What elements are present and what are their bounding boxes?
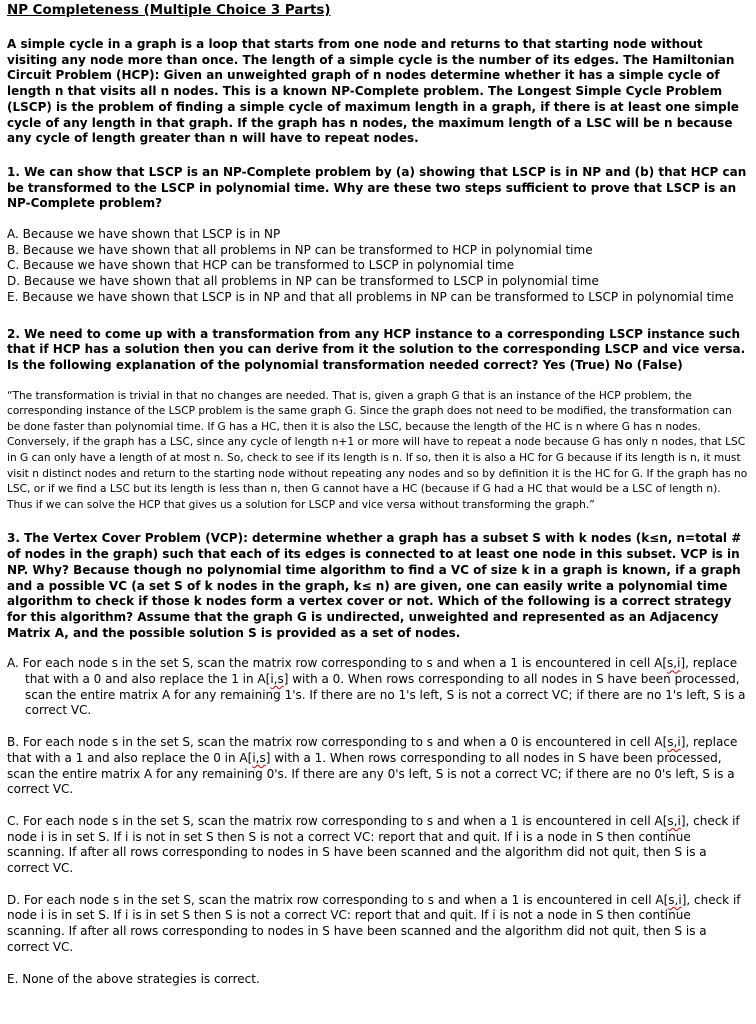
question-1-option-b[interactable]: B. Because we have shown that all problems in NP can be transformed to HCP in polynomial time bbox=[7, 242, 593, 257]
option-c-text-2: ], check if node i is in set S. If i is not in set S then S is not a correct VC: report that and quit. If i is a node in S then continue scanning. If after all rows corresponding to nodes in S have been scanned and the algorithm did not quit, then S is a correct VC. bbox=[7, 813, 740, 876]
option-b-text-1: B. For each node s in the set S, scan the matrix row corresponding to s and when a 0 is encountered in cell A[ bbox=[7, 735, 668, 750]
question-1-prompt: Why are these two steps sufficient to prove that LSCP is an NP-Complete problem? bbox=[7, 180, 737, 211]
option-d-text-2: ], check if node i is in set S. If i is in set S then S is not a correct VC: report that and quit. If i is not a node in S then continue scanning. If after all rows corresponding to nodes in S have been scanned and the algorithm did not quit, then S is a correct VC. bbox=[7, 892, 741, 954]
question-1-option-a[interactable]: A. Because we have shown that LSCP is in NP bbox=[7, 227, 281, 242]
question-3-option-a[interactable] bbox=[7, 656, 748, 719]
option-a-text-1: A. For each node s in the set S, scan the matrix row corresponding to s and when a 1 is encountered in cell A[ bbox=[7, 656, 668, 671]
option-b-cell-is: i,s bbox=[252, 750, 266, 765]
question-1-number: 1. bbox=[7, 164, 20, 179]
option-d-text-1: D. For each node s in the set S, scan the matrix row corresponding to s and when a 1 is encountered in cell A[ bbox=[7, 892, 669, 907]
question-3-prompt: Which of the following is a correct strategy for this algorithm? Assume that the graph G is undirected, unweighted and represented as an Adjacency Matrix A, and the possible solution S is provided as a set of nodes. bbox=[7, 594, 732, 640]
question-1-option-e[interactable]: E. Because we have shown that LSCP is in NP and that all problems in NP can be transformed to LSCP in polynomial time bbox=[7, 289, 734, 304]
question-1-option-c[interactable]: C. Because we have shown that HCP can be transformed to LSCP in polynomial time bbox=[7, 258, 515, 273]
option-a-cell-is: i,s bbox=[270, 672, 284, 687]
intro-paragraph: A simple cycle in a graph is a loop that starts from one node and returns to that starting node without visiting any node more than once. The length of a simple cycle is the number of its edges. The Hamiltonian Circuit Problem (HCP): Given an unweighted graph of n nodes determine whether it has a simple cycle of length n that visits all n nodes. This is a known NP-Complete problem. The Longest Simple Cycle Problem (LSCP) is the problem of finding a simple cycle of maximum length in a graph, if there is at least one simple cycle of any length in that graph. If the graph has n nodes, the maximum length of a LSC will be n because any cycle of length greater than n will have to repeat nodes. bbox=[7, 37, 739, 146]
question-1-text: We can show that LSCP is an NP-Complete problem by (a) showing that LSCP is in NP and (b) that HCP can be transformed to the LSCP in polynomial time. bbox=[7, 164, 747, 195]
question-1-options bbox=[7, 227, 748, 306]
option-b-text-3: ] with a 1. When rows corresponding to all nodes in S have been processed, scan the entire matrix A for any remaining 0's. If there are any 0's left, S is not a correct VC; if there are no 0's left, S is a correct VC. bbox=[7, 750, 735, 797]
question-3 bbox=[7, 531, 748, 641]
option-b-text-2: ], replace that with a 1 and also replace the 0 in A[ bbox=[7, 735, 738, 765]
option-b-cell-si: s,i bbox=[667, 735, 681, 750]
question-1 bbox=[7, 165, 748, 212]
question-2-quoted-explanation: “The transformation is trivial in that no changes are needed. That is, given a graph G that is an instance of the HCP problem, the corresponding instance of the LSCP problem is the same graph G. Since the graph does not need to be modified, the transformation can be done faster than polynomial time. If G has a HC, then it is also the LSC, because the length of the HC is n where G has n nodes. Conversely, if the graph has a LSC, since any cycle of length n+1 or more will have to repeat a node because G has only n nodes, that LSC in G can only have a length of at most n. So, check to see if its length is n. If so, then it is also a HC for G because if its length is n, it must visit n distinct nodes and return to the starting node without repeating any nodes and so by definition it is the HC for G. If the graph has no LSC, or if we find a LSC but its length is less than n, then G cannot have a HC (because if G had a HC that would be a LSC of length n). Thus if we can solve the HCP that gives us a solution for LSCP and vice versa without transforming the graph.” bbox=[7, 389, 748, 511]
question-1-option-d[interactable]: D. Because we have shown that all problems in NP can be transformed to LSCP in polynomial time bbox=[7, 274, 599, 289]
question-2 bbox=[7, 327, 748, 374]
option-d-cell-si: s,i bbox=[668, 892, 682, 907]
question-2-prompt: Is the following explanation of the polynomial transformation needed correct? Yes (True) No (False) bbox=[7, 357, 683, 372]
option-c-text-1: C. For each node s in the set S, scan the matrix row corresponding to s and when a 1 is encountered in cell A[ bbox=[7, 813, 668, 828]
question-3-option-b[interactable] bbox=[7, 735, 748, 798]
option-a-text-3: ] with a 0. When rows corresponding to all nodes in S have been processed, scan the entire matrix A for any remaining 1's. If there are no 1's left, S is not a correct VC; if there are no 1's left, S is a correct VC. bbox=[25, 672, 746, 718]
option-a-cell-si: s,i bbox=[667, 656, 681, 671]
question-3-number: 3. bbox=[7, 531, 20, 546]
question-3-option-e[interactable]: E. None of the above strategies is correct. bbox=[7, 971, 260, 986]
option-c-cell-si: s,i bbox=[667, 813, 681, 828]
page-title: NP Completeness (Multiple Choice 3 Parts) bbox=[7, 3, 331, 18]
question-2-number: 2. bbox=[7, 326, 20, 341]
question-3-option-d[interactable] bbox=[7, 893, 748, 956]
question-2-text: We need to come up with a transformation from any HCP instance to a corresponding LSCP instance such that if HCP has a solution then you can derive from it the solution to the corresponding LSCP and vice versa. bbox=[7, 326, 746, 357]
question-3-text: The Vertex Cover Problem (VCP): determine whether a graph has a subset S with k nodes (k≤n, n=total # of nodes in the graph) such that each of its edges is connected to at least one node in this subset. VCP is in NP. Why? Because though no polynomial time algorithm to find a VC of size k in a graph is known, if a graph and a possible VC (a set S of k nodes in the graph, k≤ n) are given, one can easily write a polynomial time algorithm to check if those k nodes form a vertex cover or not. bbox=[7, 531, 742, 609]
question-3-option-c[interactable] bbox=[7, 814, 748, 877]
option-a-text-2: ], replace that with a 0 and also replace the 1 in A[ bbox=[25, 656, 738, 687]
